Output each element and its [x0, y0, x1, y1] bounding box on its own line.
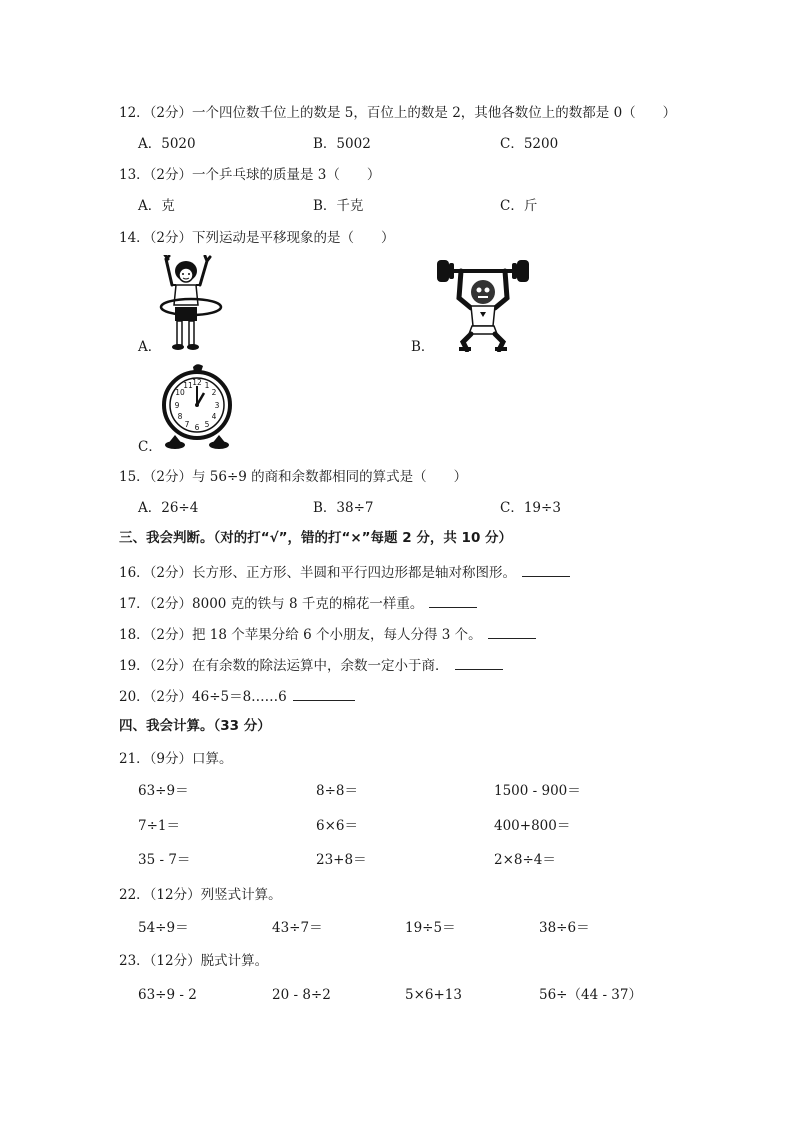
judgment-16-text: 16．（2分）长方形、正方形、半圆和平行四边形都是轴对称图形。 [119, 565, 517, 581]
q21-item[interactable]: 2×8÷4＝ [494, 852, 556, 868]
judgment-18-text: 18．（2分）把 18 个苹果分给 6 个小朋友，每人分得 3 个。 [119, 627, 482, 643]
q21-item[interactable]: 63÷9＝ [138, 783, 189, 799]
hula-hoop-girl-icon[interactable] [158, 255, 230, 352]
q22-item[interactable]: 38÷6＝ [539, 920, 590, 936]
svg-text:4: 4 [211, 412, 217, 421]
q14-option-c[interactable]: C． [138, 439, 162, 455]
svg-text:11: 11 [183, 381, 193, 390]
q12-stem: 12．（2分）一个四位数千位上的数是 5，百位上的数是 2，其他各数位上的数都是 0（ ） [119, 105, 677, 121]
q15-option-c[interactable]: C．19÷3 [500, 500, 561, 516]
q23-item[interactable]: 20 - 8÷2 [272, 987, 331, 1003]
judgment-16 [119, 562, 570, 582]
judgment-18 [119, 624, 536, 644]
q21-item[interactable]: 23+8＝ [316, 852, 367, 868]
q12-option-b[interactable]: B．5002 [313, 136, 371, 152]
q21-item[interactable]: 1500 - 900＝ [494, 783, 581, 799]
judgment-19-text: 19．（2分）在有余数的除法运算中，余数一定小于商． [119, 658, 449, 674]
q14-stem: 14．（2分）下列运动是平移现象的是（ ） [119, 230, 395, 246]
svg-text:12: 12 [192, 378, 202, 387]
q23-item[interactable]: 5×6+13 [405, 987, 462, 1003]
svg-text:3: 3 [214, 401, 220, 410]
q15-option-a[interactable]: A．26÷4 [138, 500, 199, 516]
judgment-20 [119, 686, 355, 706]
judgment-18-blank[interactable] [488, 624, 536, 639]
q14-option-a[interactable]: A． [138, 339, 162, 355]
weightlifter-icon[interactable] [435, 256, 531, 352]
judgment-20-blank[interactable] [293, 686, 355, 701]
judgment-17-blank[interactable] [429, 593, 477, 608]
q22-item[interactable]: 54÷9＝ [138, 920, 189, 936]
q21-item[interactable]: 8÷8＝ [316, 783, 358, 799]
svg-text:10: 10 [175, 388, 185, 397]
q13-option-a[interactable]: A．克 [138, 198, 175, 214]
q21-item[interactable]: 35 - 7＝ [138, 852, 191, 868]
q15-stem: 15．（2分）与 56÷9 的商和余数都相同的算式是（ ） [119, 469, 468, 485]
q21-item[interactable]: 6×6＝ [316, 818, 358, 834]
q21-stem: 21．（9分）口算。 [119, 751, 233, 767]
judgment-16-blank[interactable] [522, 562, 570, 577]
svg-text:5: 5 [204, 420, 210, 429]
judgment-19-blank[interactable] [455, 655, 503, 670]
judgment-17 [119, 593, 477, 613]
judgment-20-text: 20．（2分）46÷5＝8……6 [119, 689, 287, 705]
svg-text:8: 8 [177, 412, 183, 421]
q13-option-c[interactable]: C．斤 [500, 198, 538, 214]
q21-item[interactable]: 400+800＝ [494, 818, 571, 834]
section-4-heading: 四、我会计算。（33 分） [119, 718, 271, 734]
q14-option-b[interactable]: B． [411, 339, 435, 355]
q23-stem: 23．（12分）脱式计算。 [119, 953, 269, 969]
q23-item[interactable]: 63÷9 - 2 [138, 987, 197, 1003]
q13-option-b[interactable]: B．千克 [313, 198, 364, 214]
svg-text:6: 6 [194, 423, 200, 432]
q22-item[interactable]: 19÷5＝ [405, 920, 456, 936]
q21-item[interactable]: 7÷1＝ [138, 818, 180, 834]
q13-stem: 13．（2分）一个乒乓球的质量是 3（ ） [119, 167, 381, 183]
q12-option-a[interactable]: A．5020 [138, 136, 196, 152]
q15-option-b[interactable]: B．38÷7 [313, 500, 374, 516]
svg-text:9: 9 [174, 401, 180, 410]
svg-text:1: 1 [204, 381, 210, 390]
section-3-heading: 三、我会判断。（对的打“√”，错的打“×”每题 2 分，共 10 分） [119, 530, 513, 546]
judgment-19 [119, 655, 503, 675]
svg-text:7: 7 [184, 420, 190, 429]
alarm-clock-icon[interactable] [161, 363, 233, 451]
q23-item[interactable]: 56÷（44 - 37） [539, 987, 642, 1003]
svg-text:2: 2 [211, 388, 217, 397]
q22-stem: 22．（12分）列竖式计算。 [119, 887, 282, 903]
judgment-17-text: 17．（2分）8000 克的铁与 8 千克的棉花一样重。 [119, 596, 424, 612]
q12-option-c[interactable]: C．5200 [500, 136, 559, 152]
q22-item[interactable]: 43÷7＝ [272, 920, 323, 936]
